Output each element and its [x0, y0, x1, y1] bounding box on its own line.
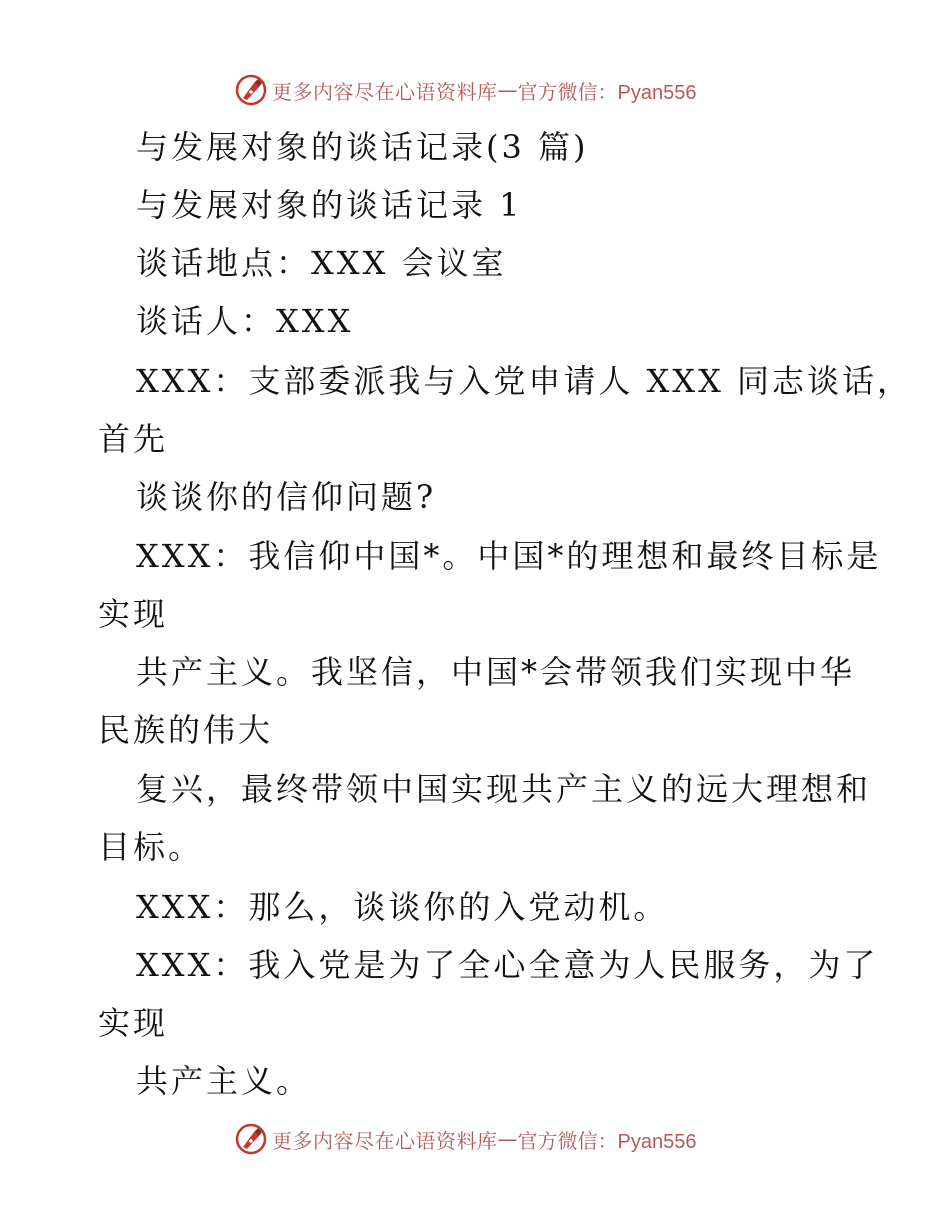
banner-text: 更多内容尽在心语资料库: [272, 79, 498, 104]
paragraph-line: 共产主义。我坚信，中国*会带领我们实现中华: [136, 653, 856, 691]
header-banner: [234, 72, 696, 108]
banner-separator: —: [497, 1127, 518, 1151]
paragraph-line: 共产主义。: [136, 1062, 312, 1100]
pen-nib-logo-icon: [234, 73, 268, 107]
paragraph-line: XXX：我信仰中国*。中国*的理想和最终目标是: [136, 537, 882, 575]
pen-nib-logo-icon: [234, 1122, 268, 1156]
paragraph-line: 实现: [98, 595, 169, 633]
paragraph-line: 民族的伟大: [98, 711, 274, 749]
section-heading: 与发展对象的谈话记录 1: [136, 186, 523, 224]
paragraph-line: 谈话地点：XXX 会议室: [136, 244, 507, 282]
footer-banner: [234, 1121, 696, 1157]
banner-wechat: 官方微信：Pyan556: [517, 1130, 697, 1153]
paragraph-line: 复兴，最终带领中国实现共产主义的远大理想和: [136, 770, 872, 808]
paragraph-line: 实现: [98, 1004, 169, 1042]
doc-title: 与发展对象的谈话记录(3 篇): [136, 128, 589, 166]
banner-text: 更多内容尽在心语资料库: [272, 1128, 498, 1153]
paragraph-line: 目标。: [98, 828, 204, 866]
banner-wechat: 官方微信：Pyan556: [517, 81, 697, 104]
paragraph-line: XXX：我入党是为了全心全意为人民服务，为了: [136, 946, 879, 984]
banner-separator: —: [497, 78, 518, 102]
paragraph-line: 谈话人：XXX: [136, 302, 354, 340]
paragraph-line: XXX：支部委派我与入党申请人 XXX 同志谈话，: [136, 362, 913, 400]
paragraph-line: XXX：那么，谈谈你的入党动机。: [136, 888, 669, 926]
paragraph-line: 谈谈你的信仰问题?: [136, 478, 437, 516]
paragraph-line: 首先: [98, 420, 169, 458]
